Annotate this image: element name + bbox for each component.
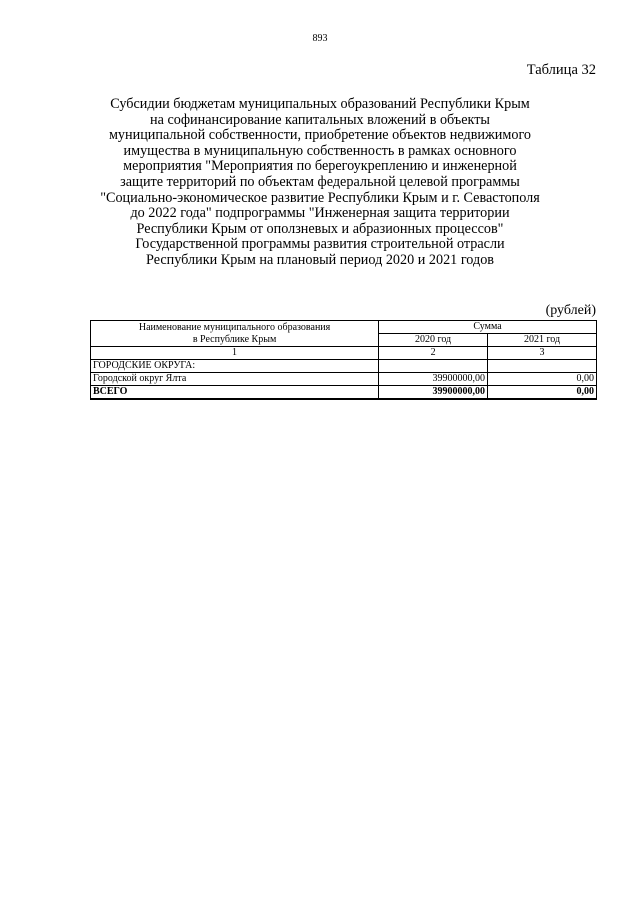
empty-cell: [379, 360, 488, 373]
total-row: [91, 386, 597, 400]
municipality-name: Городской округ Ялта: [91, 373, 379, 386]
header-name-line1: Наименование муниципального образования: [138, 321, 331, 333]
total-2020: 39900000,00: [379, 386, 488, 400]
column-number-row: [91, 347, 597, 360]
table-row: [91, 373, 597, 386]
table-header-row: [91, 321, 597, 334]
title-line: мероприятия "Мероприятия по берегоукреплению и инженерной: [123, 158, 517, 175]
header-name-cell: [91, 321, 379, 347]
header-year-2021: 2021 год: [488, 334, 597, 347]
title-line: "Социально-экономическое развитие Республики Крым и г. Севастополя: [100, 189, 540, 206]
amount-2021: 0,00: [488, 373, 597, 386]
units-label: (рублей): [545, 303, 596, 318]
header-sum-cell: Сумма: [379, 321, 597, 334]
group-label: ГОРОДСКИЕ ОКРУГА:: [91, 360, 379, 373]
group-row: [91, 360, 597, 373]
total-2021: 0,00: [488, 386, 597, 400]
title-line: Республики Крым на плановый период 2020 и 2021 годов: [146, 251, 494, 268]
title-line: до 2022 года" подпрограммы "Инженерная защита территории: [130, 205, 510, 222]
header-name-line2: в Республике Крым: [192, 333, 277, 345]
title-line: на софинансирование капитальных вложений в объекты: [150, 111, 490, 128]
page-number: 893: [312, 33, 328, 44]
title-line: имущества в муниципальную собственность в рамках основного: [123, 142, 517, 159]
title-line: муниципальной собственности, приобретение объектов недвижимого: [108, 127, 532, 144]
column-number: 3: [488, 347, 597, 360]
total-label: ВСЕГО: [91, 386, 379, 400]
table-label: Таблица 32: [526, 62, 596, 78]
document-title: [92, 97, 548, 269]
empty-cell: [488, 360, 597, 373]
title-line: Субсидии бюджетам муниципальных образований Республики Крым: [110, 96, 530, 112]
title-line: Государственной программы развития строительной отрасли: [135, 236, 505, 253]
column-number: 1: [91, 347, 379, 360]
column-number: 2: [379, 347, 488, 360]
subsidy-table: [90, 320, 597, 400]
header-year-2020: 2020 год: [379, 334, 488, 347]
title-line: защите территорий по объектам федеральной целевой программы: [120, 173, 520, 190]
amount-2020: 39900000,00: [379, 373, 488, 386]
title-line: Республики Крым от оползневых и абразионных процессов": [136, 220, 504, 237]
